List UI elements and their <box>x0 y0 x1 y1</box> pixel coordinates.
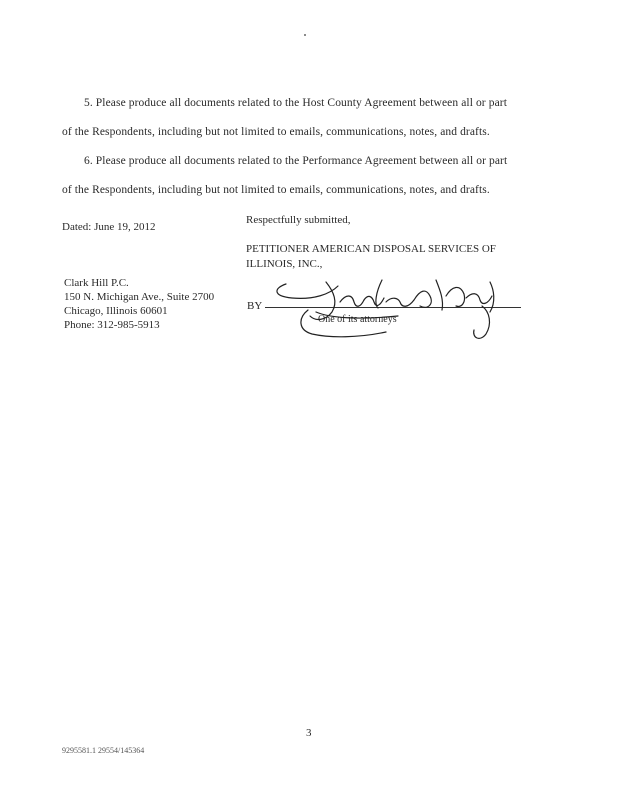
request-5-line-2: of the Respondents, including but not limited to emails, communications, notes, and drafts. <box>62 126 490 138</box>
firm-name: Clark Hill P.C. <box>64 277 129 289</box>
closing-text: Respectfully submitted, <box>246 214 351 226</box>
request-6-line-2: of the Respondents, including but not limited to emails, communications, notes, and drafts. <box>62 184 490 196</box>
firm-phone: Phone: 312-985-5913 <box>64 319 160 331</box>
request-5-line-1: 5. Please produce all documents related to the Host County Agreement between all or part <box>84 97 507 109</box>
signature-caption: One of its attorneys <box>318 314 397 325</box>
handwritten-signature <box>268 272 518 352</box>
scan-speck <box>304 34 306 36</box>
firm-city: Chicago, Illinois 60601 <box>64 305 168 317</box>
petitioner-name-line-2: ILLINOIS, INC., <box>246 258 323 270</box>
firm-street: 150 N. Michigan Ave., Suite 2700 <box>64 291 215 303</box>
request-6-line-1: 6. Please produce all documents related to the Performance Agreement between all or part <box>84 155 508 167</box>
document-id: 9295581.1 29554/145364 <box>62 746 145 755</box>
by-label: BY <box>247 300 263 312</box>
page-number: 3 <box>306 727 312 739</box>
petitioner-name-line-1: PETITIONER AMERICAN DISPOSAL SERVICES OF <box>246 243 496 255</box>
dated-line: Dated: June 19, 2012 <box>62 221 156 233</box>
